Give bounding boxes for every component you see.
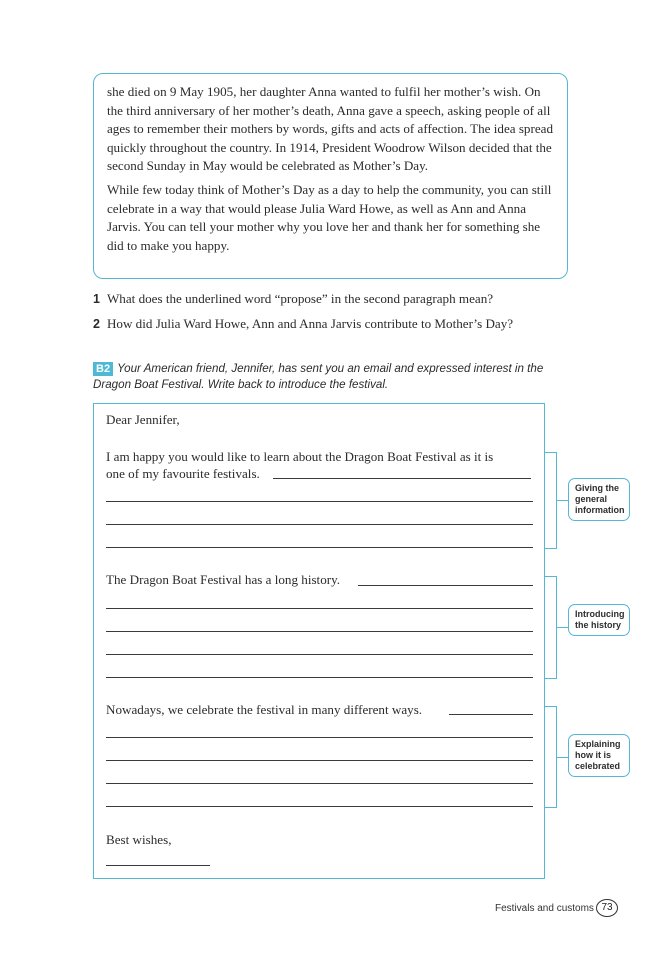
label-giving-general-information: Giving the general information bbox=[568, 478, 630, 521]
question-1-number: 1 bbox=[93, 292, 100, 306]
question-2-number: 2 bbox=[93, 317, 100, 331]
task-instruction bbox=[93, 361, 563, 393]
letter-history-start: The Dragon Boat Festival has a long history. bbox=[106, 572, 341, 587]
bracket-history-connector bbox=[557, 627, 568, 628]
writing-line[interactable] bbox=[106, 501, 533, 502]
writing-line[interactable] bbox=[449, 714, 533, 715]
question-2-text: How did Julia Ward Howe, Ann and Anna Jarvis contribute to Mother’s Day? bbox=[106, 316, 514, 331]
bracket-general-connector bbox=[557, 500, 568, 501]
writing-line[interactable] bbox=[106, 806, 533, 807]
bracket-celebration-connector bbox=[557, 757, 568, 758]
bracket-general bbox=[545, 452, 557, 549]
writing-line[interactable] bbox=[106, 631, 533, 632]
writing-line[interactable] bbox=[106, 783, 533, 784]
writing-line[interactable] bbox=[358, 585, 533, 586]
task-instruction-text: Your American friend, Jennifer, has sent you an email and expressed interest in the Dragon Boat Festival. Write back to introduce the festival. bbox=[93, 362, 544, 391]
writing-line[interactable] bbox=[106, 760, 533, 761]
writing-line[interactable] bbox=[106, 654, 533, 655]
writing-line[interactable] bbox=[106, 524, 533, 525]
reading-passage-box bbox=[93, 73, 568, 279]
writing-line[interactable] bbox=[106, 677, 533, 678]
writing-line[interactable] bbox=[106, 547, 533, 548]
label-explaining-celebration: Explaining how it is celebrated bbox=[568, 734, 630, 777]
bracket-history bbox=[545, 576, 557, 679]
letter-intro-line-2: one of my favourite festivals. bbox=[106, 466, 260, 481]
bracket-celebration bbox=[545, 706, 557, 808]
task-label-badge: B2 bbox=[93, 362, 113, 376]
letter-celebrate-start: Nowadays, we celebrate the festival in many different ways. bbox=[106, 702, 423, 717]
letter-greeting: Dear Jennifer, bbox=[106, 412, 180, 427]
writing-line[interactable] bbox=[273, 478, 531, 479]
passage-paragraph-1: she died on 9 May 1905, her daughter Anna wanted to fulfil her mother’s wish. On the third anniversary of her mother’s death, Anna gave a speech, asking people of all ages to remember their mothers by words, gifts and acts of affection. The idea spread quickly throughout the country. In 1914, President Woodrow Wilson decided that the second Sunday in May would be celebrated as Mother’s Day. bbox=[107, 84, 554, 174]
passage-paragraph-2: While few today think of Mother’s Day as a day to help the community, you can still celebrate in a way that would please Julia Ward Howe, as well as Ann and Anna Jarvis. You can tell your mother why you love her and thank her for something she did to make you happy. bbox=[107, 181, 552, 253]
letter-closing: Best wishes, bbox=[106, 832, 172, 847]
letter-intro-line-1: I am happy you would like to learn about the Dragon Boat Festival as it is bbox=[106, 449, 494, 464]
footer-section-title: Festivals and customs bbox=[495, 903, 594, 914]
question-1 bbox=[93, 291, 493, 307]
label-introducing-history: Introducing the history bbox=[568, 604, 630, 636]
signature-line[interactable] bbox=[106, 865, 210, 866]
question-2 bbox=[93, 316, 513, 332]
writing-line[interactable] bbox=[106, 737, 533, 738]
question-1-text: What does the underlined word “propose” in the second paragraph mean? bbox=[106, 291, 494, 306]
page-number: 73 bbox=[596, 899, 618, 917]
writing-line[interactable] bbox=[106, 608, 533, 609]
